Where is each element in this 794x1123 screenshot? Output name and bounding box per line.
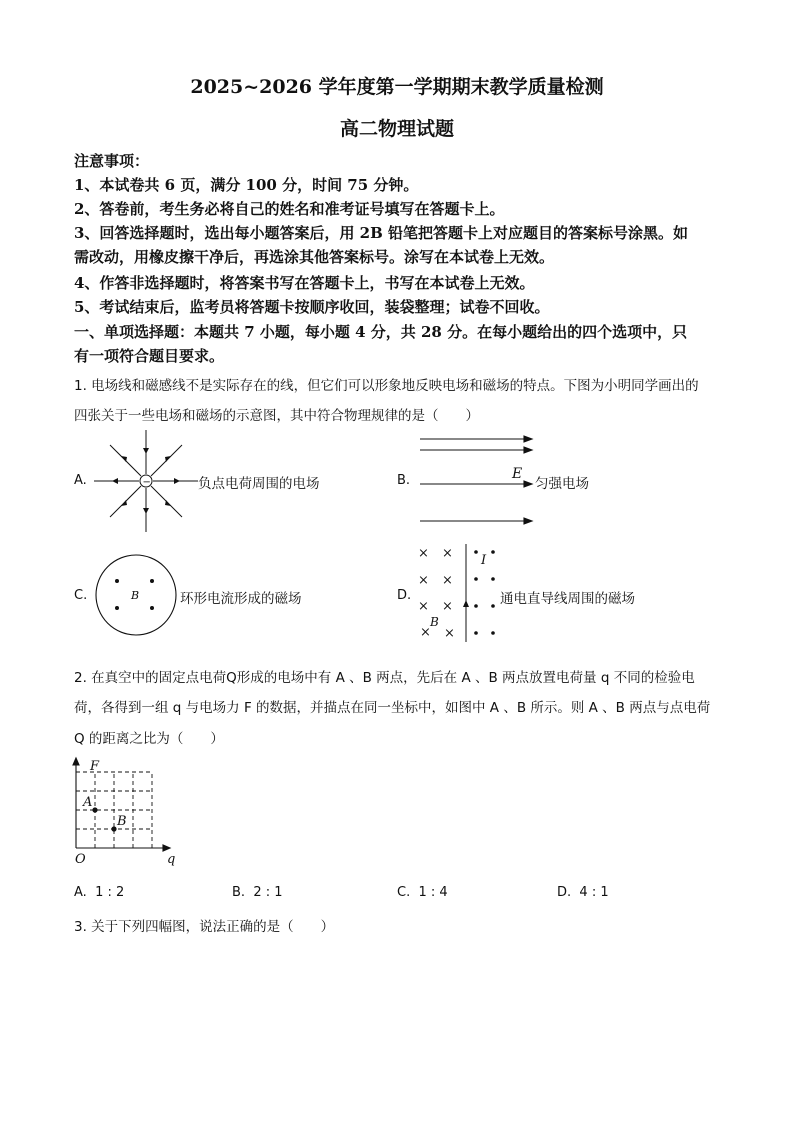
q1-option-a-letter: A.: [74, 473, 87, 488]
svg-text:×: ×: [442, 573, 453, 588]
notice-item: 2、答卷前，考生务必将自己的姓名和准考证号填写在答题卡上。: [74, 200, 505, 218]
x-axis-label: q: [167, 852, 176, 867]
data-point-label: B: [117, 814, 127, 829]
data-point-b: [111, 826, 116, 831]
straight-wire-field-diagram: [414, 540, 500, 646]
question-2-line3: Q 的距离之比为（ ）: [74, 731, 224, 747]
svg-text:×: ×: [418, 546, 429, 561]
question-2-line2: 荷，各得到一组 q 与电场力 F 的数据，并描点在同一坐标中，如图中 A 、B 所示。则 A 、B 两点与点电荷: [74, 700, 711, 716]
section-heading-line2: 有一项符合题目要求。: [74, 347, 225, 365]
ring-current-field-diagram: [93, 553, 183, 637]
exam-title: 2025~2026 学年度第一学期期末教学质量检测: [190, 76, 604, 98]
notice-item: 4、作答非选择题时，将答案书写在答题卡上，书写在本试卷上无效。: [74, 274, 535, 292]
y-axis-label: F: [90, 759, 100, 774]
svg-text:×: ×: [418, 599, 429, 614]
q2-choice-b: B. 2 : 1: [232, 885, 283, 900]
q1-option-d-letter: D.: [397, 588, 412, 603]
f-q-graph: [70, 756, 190, 868]
svg-text:×: ×: [442, 546, 453, 561]
field-symbol: E: [512, 466, 523, 482]
charge-sign: −: [142, 477, 151, 488]
exam-subtitle: 高二物理试题: [339, 118, 454, 140]
question-2-line1: 2. 在真空中的固定点电荷Q形成的电场中有 A 、B 两点，先后在 A 、B 两点放置电荷量 q 不同的检验电: [74, 670, 695, 686]
question-1-line1: 1. 电场线和磁感线不是实际存在的线，但它们可以形象地反映电场和磁场的特点。下图为小明同学画出的: [74, 378, 699, 394]
uniform-field-diagram: [418, 433, 534, 529]
svg-text:×: ×: [420, 625, 431, 640]
data-point-label: A: [83, 795, 93, 810]
q2-choice-a: A. 1 : 2: [74, 885, 125, 900]
q1-option-c-caption: 环形电流形成的磁场: [180, 591, 302, 607]
q1-option-b-caption: 匀强电场: [535, 476, 589, 492]
notice-heading: 注意事项：: [74, 152, 150, 170]
negative-charge-field-diagram: [92, 430, 202, 532]
q1-option-c-letter: C.: [74, 588, 88, 603]
data-point-a: [92, 807, 97, 812]
field-symbol: B: [430, 615, 439, 629]
notice-item: 5、考试结束后，监考员将答题卡按顺序收回，装袋整理；试卷不回收。: [74, 298, 550, 316]
q2-choice-c: C. 1 : 4: [397, 885, 448, 900]
svg-text:×: ×: [418, 573, 429, 588]
notice-item: 1、本试卷共 6 页，满分 100 分，时间 75 分钟。: [74, 176, 419, 194]
field-symbol: B: [131, 589, 140, 602]
notice-item: 3、回答选择题时，选出每小题答案后，用 2B 铅笔把答题卡上对应题目的答案标号涂黑。如: [74, 224, 689, 242]
q1-option-d-caption: 通电直导线周围的磁场: [500, 591, 635, 607]
svg-text:×: ×: [442, 599, 453, 614]
q2-choice-d: D. 4 : 1: [557, 885, 609, 900]
origin-label: O: [75, 852, 86, 867]
current-symbol: I: [481, 553, 487, 568]
section-heading-line1: 一、单项选择题：本题共 7 小题，每小题 4 分，共 28 分。在每小题给出的四个选项中，只: [74, 323, 688, 341]
q1-option-a-caption: 负点电荷周围的电场: [198, 476, 320, 492]
question-3-line1: 3. 关于下列四幅图，说法正确的是（ ）: [74, 919, 335, 935]
notice-item: 需改动，用橡皮擦干净后，再选涂其他答案标号。涂写在本试卷上无效。: [74, 248, 555, 266]
q1-option-b-letter: B.: [397, 473, 411, 488]
svg-text:×: ×: [444, 626, 455, 641]
question-1-line2: 四张关于一些电场和磁场的示意图，其中符合物理规律的是（ ）: [74, 408, 479, 424]
